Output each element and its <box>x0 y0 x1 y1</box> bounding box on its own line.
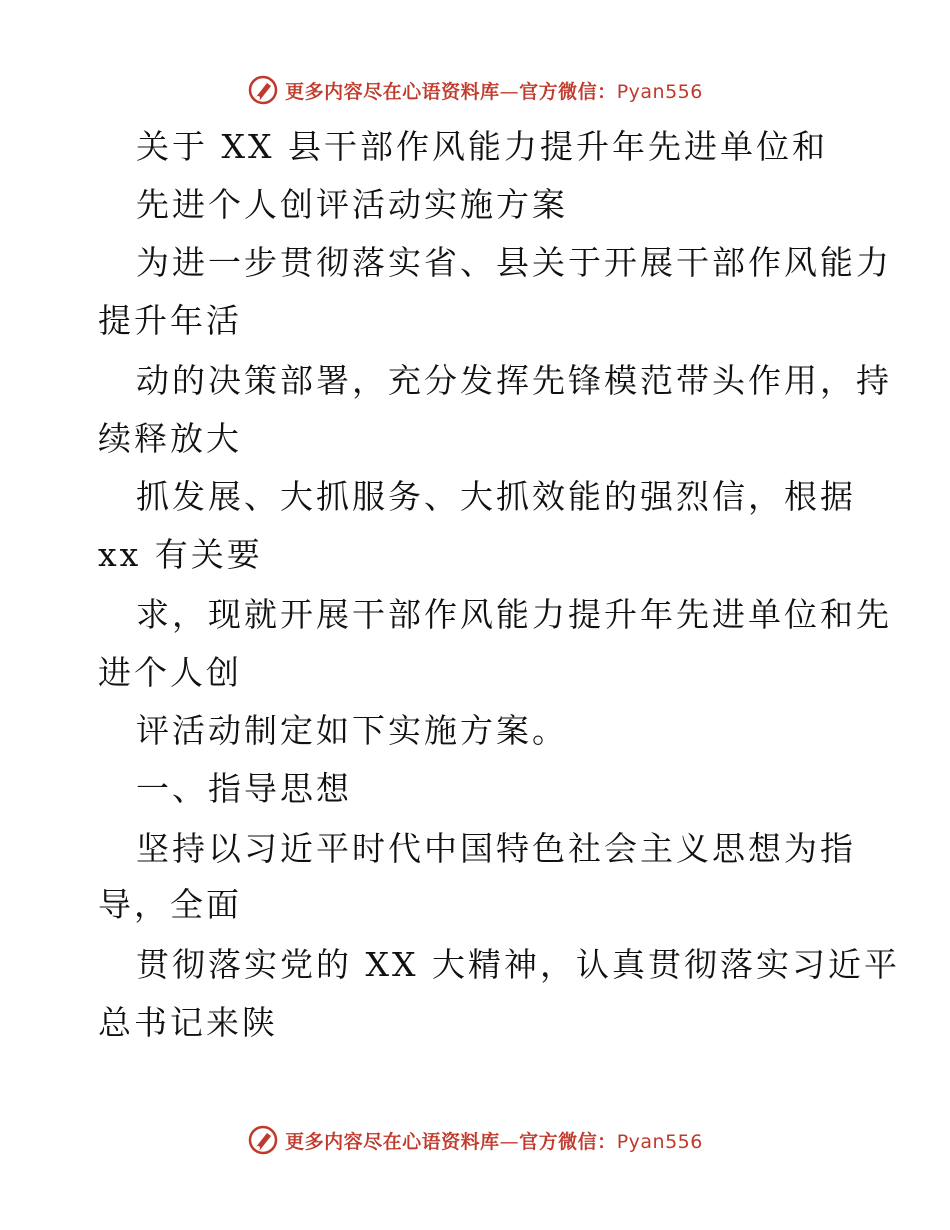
watermark-account: Pyan556 <box>616 80 703 103</box>
paragraph-line: 续释放大 <box>98 419 242 458</box>
paragraph-line: 抓发展、大抓服务、大抓效能的强烈信，根据 <box>136 477 856 516</box>
paragraph-line: 导，全面 <box>98 885 242 924</box>
paragraph-line: 评活动制定如下实施方案。 <box>136 711 568 750</box>
footer-watermark <box>0 1120 950 1160</box>
pen-nib-logo-icon <box>247 1124 279 1156</box>
watermark-dash: — <box>499 80 520 103</box>
paragraph-line: 坚持以习近平时代中国特色社会主义思想为指 <box>136 829 856 868</box>
section-heading: 一、指导思想 <box>136 769 352 808</box>
paragraph-line: 贯彻落实党的 XX 大精神，认真贯彻落实习近平 <box>136 945 900 984</box>
paragraph-line: 提升年活 <box>98 301 242 340</box>
pen-nib-logo-icon <box>247 74 279 106</box>
watermark-label: 官方微信： <box>519 1130 617 1153</box>
paragraph-line: 求，现就开展干部作风能力提升年先进单位和先 <box>136 595 892 634</box>
watermark-account: Pyan556 <box>616 1130 703 1153</box>
watermark-label: 官方微信： <box>519 80 617 103</box>
paragraph-line: 动的决策部署，充分发挥先锋模范带头作用，持 <box>136 361 892 400</box>
paragraph-line: xx 有关要 <box>98 535 263 574</box>
watermark-site-text: 更多内容尽在心语资料库 <box>285 1130 500 1153</box>
watermark-dash: — <box>499 1130 520 1153</box>
title-line-1: 关于 XX 县干部作风能力提升年先进单位和 <box>136 127 828 166</box>
paragraph-line: 为进一步贯彻落实省、县关于开展干部作风能力 <box>136 243 892 282</box>
title-line-2: 先进个人创评活动实施方案 <box>136 185 568 224</box>
paragraph-line: 进个人创 <box>98 653 242 692</box>
watermark-site-text: 更多内容尽在心语资料库 <box>285 80 500 103</box>
header-watermark <box>0 70 950 110</box>
paragraph-line: 总书记来陕 <box>98 1003 278 1042</box>
